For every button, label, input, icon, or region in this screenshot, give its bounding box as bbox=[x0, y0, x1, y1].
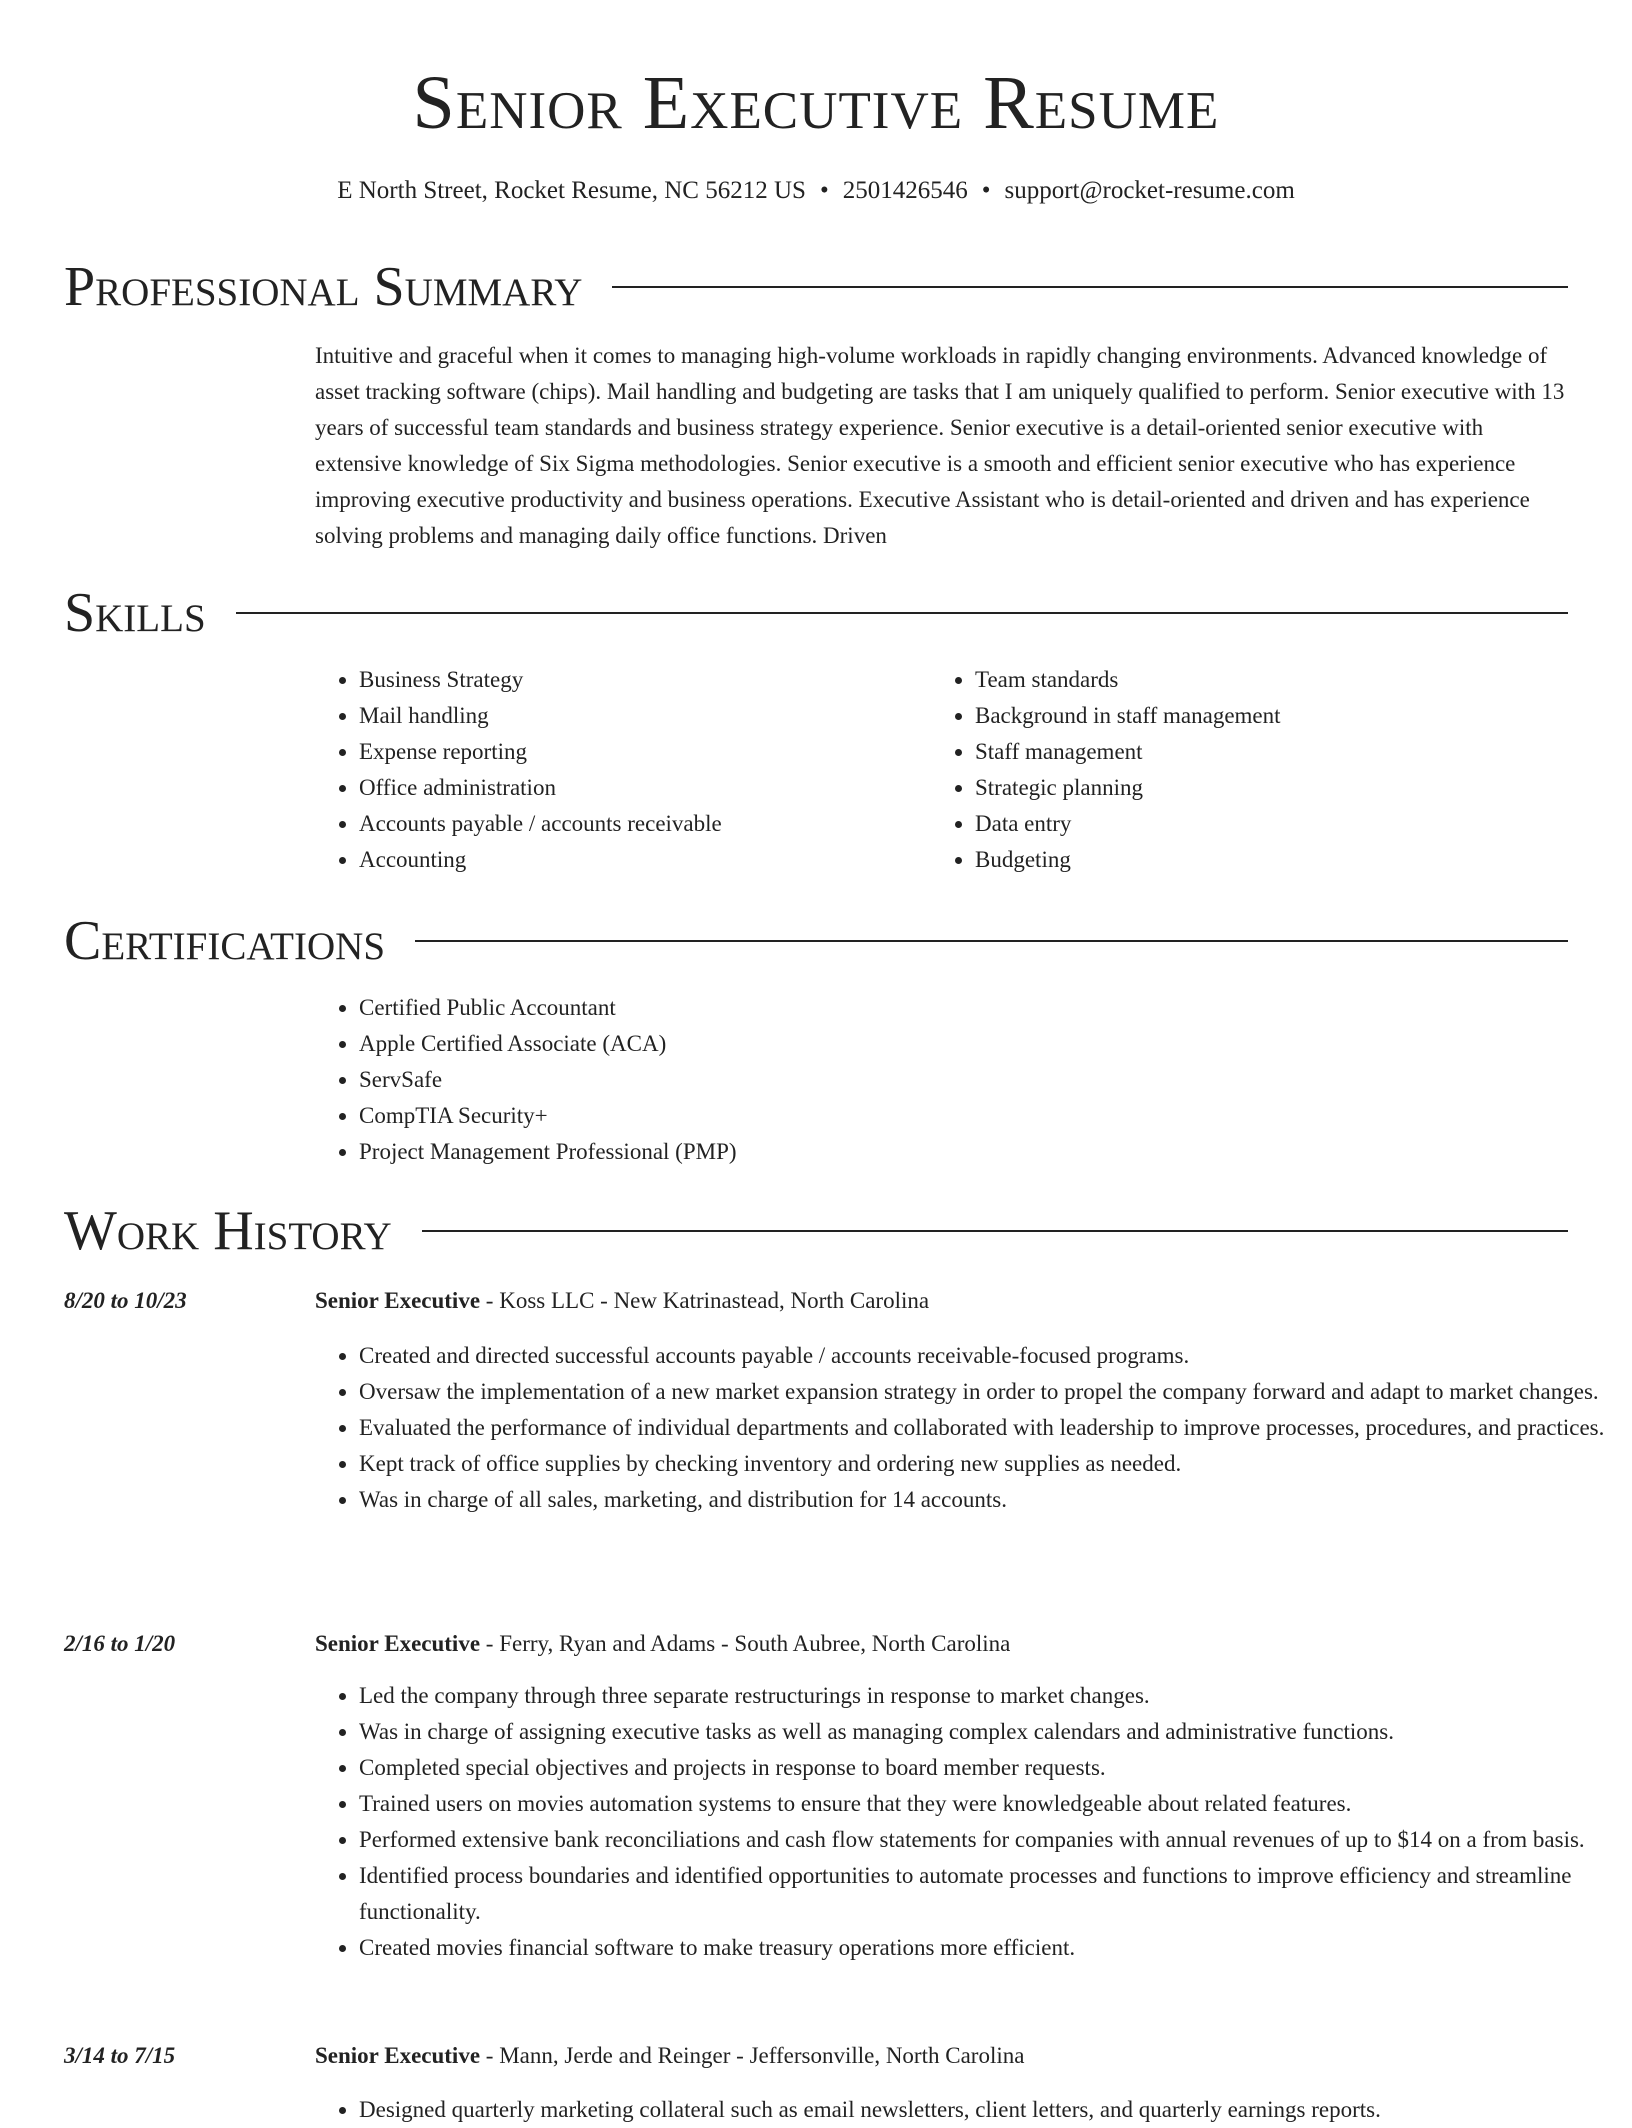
job-bullets bbox=[315, 1338, 1612, 1518]
job-dates: 8/20 to 10/23 bbox=[64, 1288, 187, 1313]
job-bullet: • Created movies financial software to make treasury operations more efficient. bbox=[359, 1930, 1612, 1966]
job-bullet: • Created and directed successful accounts payable / accounts receivable-focused programs. bbox=[359, 1338, 1612, 1374]
section-divider bbox=[422, 1230, 1568, 1232]
job-dates: 3/14 to 7/15 bbox=[64, 2043, 176, 2068]
contact-line bbox=[0, 174, 1632, 208]
contact-separator: • bbox=[819, 177, 829, 204]
certification-item: • Project Management Professional (PMP) bbox=[359, 1134, 737, 1170]
certifications-section-header bbox=[64, 909, 1568, 973]
job-title: Senior Executive bbox=[315, 1631, 481, 1656]
certification-item: • CompTIA Security+ bbox=[359, 1098, 737, 1134]
job-bullet: • Was in charge of assigning executive tasks as well as managing complex calendars and administrative functions. bbox=[359, 1714, 1612, 1750]
job-employer: - Koss LLC - New Katrinastead, North Carolina bbox=[480, 1288, 930, 1313]
skills-section-header bbox=[64, 581, 1568, 645]
skill-item: • Budgeting bbox=[975, 842, 1281, 878]
certification-item: • ServSafe bbox=[359, 1062, 737, 1098]
job-bullet: • Identified process boundaries and identified opportunities to automate processes and functions to improve efficiency and streamline functionality. bbox=[359, 1858, 1612, 1930]
job-bullet: • Performed extensive bank reconciliations and cash flow statements for companies with annual revenues of up to $14 on a from basis. bbox=[359, 1822, 1612, 1858]
skill-item: • Accounts payable / accounts receivable bbox=[359, 806, 722, 842]
contact-phone: 2501426546 bbox=[842, 177, 968, 204]
section-divider bbox=[236, 612, 1568, 614]
job-bullets bbox=[315, 1678, 1612, 1966]
resume-name: Senior Executive Resume bbox=[412, 61, 1220, 145]
certification-item: • Certified Public Accountant bbox=[359, 990, 737, 1026]
job-dates: 2/16 to 1/20 bbox=[64, 1631, 176, 1656]
skills-list-right bbox=[931, 662, 1281, 878]
skill-item: • Staff management bbox=[975, 734, 1281, 770]
job-bullet: • Completed special objectives and projects in response to board member requests. bbox=[359, 1750, 1612, 1786]
contact-separator: • bbox=[981, 177, 991, 204]
job-employer: - Ferry, Ryan and Adams - South Aubree, North Carolina bbox=[480, 1631, 1011, 1656]
job-bullet: • Trained users on movies automation systems to ensure that they were knowledgeable about related features. bbox=[359, 1786, 1612, 1822]
skill-item: • Accounting bbox=[359, 842, 722, 878]
work-heading: Work History bbox=[64, 1200, 392, 1262]
skill-item: • Strategic planning bbox=[975, 770, 1281, 806]
skill-item: • Background in staff management bbox=[975, 698, 1281, 734]
skill-item: • Team standards bbox=[975, 662, 1281, 698]
skill-item: • Expense reporting bbox=[359, 734, 722, 770]
contact-email: support@rocket-resume.com bbox=[1004, 177, 1295, 204]
section-divider bbox=[612, 286, 1568, 288]
job-heading bbox=[315, 1626, 1010, 1662]
certifications-list bbox=[315, 990, 737, 1170]
job-title: Senior Executive bbox=[315, 1288, 481, 1313]
work-section-header bbox=[64, 1199, 1568, 1263]
job-bullet: • Led the company through three separate restructurings in response to market changes. bbox=[359, 1678, 1612, 1714]
section-divider bbox=[415, 940, 1568, 942]
job-heading bbox=[315, 1283, 929, 1319]
job-bullet: • Designed quarterly marketing collateral such as email newsletters, client letters, and quarterly earnings reports. bbox=[359, 2092, 1612, 2128]
skill-item: • Business Strategy bbox=[359, 662, 722, 698]
job-bullets bbox=[315, 2092, 1612, 2128]
job-bullet: • Evaluated the performance of individual departments and collaborated with leadership to improve processes, procedures, and practices. bbox=[359, 1410, 1612, 1446]
job-title: Senior Executive bbox=[315, 2043, 481, 2068]
skill-item: • Data entry bbox=[975, 806, 1281, 842]
job-heading bbox=[315, 2038, 1024, 2074]
certifications-heading: Certifications bbox=[64, 910, 386, 972]
certification-item: • Apple Certified Associate (ACA) bbox=[359, 1026, 737, 1062]
skills-heading: Skills bbox=[64, 582, 206, 644]
skill-item: • Office administration bbox=[359, 770, 722, 806]
job-bullet: • Oversaw the implementation of a new market expansion strategy in order to propel the company forward and adapt to market changes. bbox=[359, 1374, 1612, 1410]
skills-list-left bbox=[315, 662, 722, 878]
summary-text: Intuitive and graceful when it comes to managing high-volume workloads in rapidly changing environments. Advanced knowledge of asset tracking software (chips). Mail handling and budgeting are tasks that I am uniquely qualified to perform. Senior executive with 13 years of successful team standards and business strategy experience. Senior executive is a detail-oriented senior executive with extensive knowledge of Six Sigma methodologies. Senior executive is a smooth and efficient senior executive who has experience improving executive productivity and business operations. Executive Assistant who is detail-oriented and driven and has experience solving problems and managing daily office functions. Driven bbox=[315, 343, 1565, 548]
summary-heading: Professional Summary bbox=[64, 256, 583, 318]
job-bullet: • Was in charge of all sales, marketing, and distribution for 14 accounts. bbox=[359, 1482, 1612, 1518]
skill-item: • Mail handling bbox=[359, 698, 722, 734]
summary-section-header bbox=[64, 255, 1568, 319]
job-bullet: • Kept track of office supplies by checking inventory and ordering new supplies as needed. bbox=[359, 1446, 1612, 1482]
contact-address: E North Street, Rocket Resume, NC 56212 US bbox=[337, 177, 806, 204]
job-employer: - Mann, Jerde and Reinger - Jeffersonville, North Carolina bbox=[480, 2043, 1025, 2068]
